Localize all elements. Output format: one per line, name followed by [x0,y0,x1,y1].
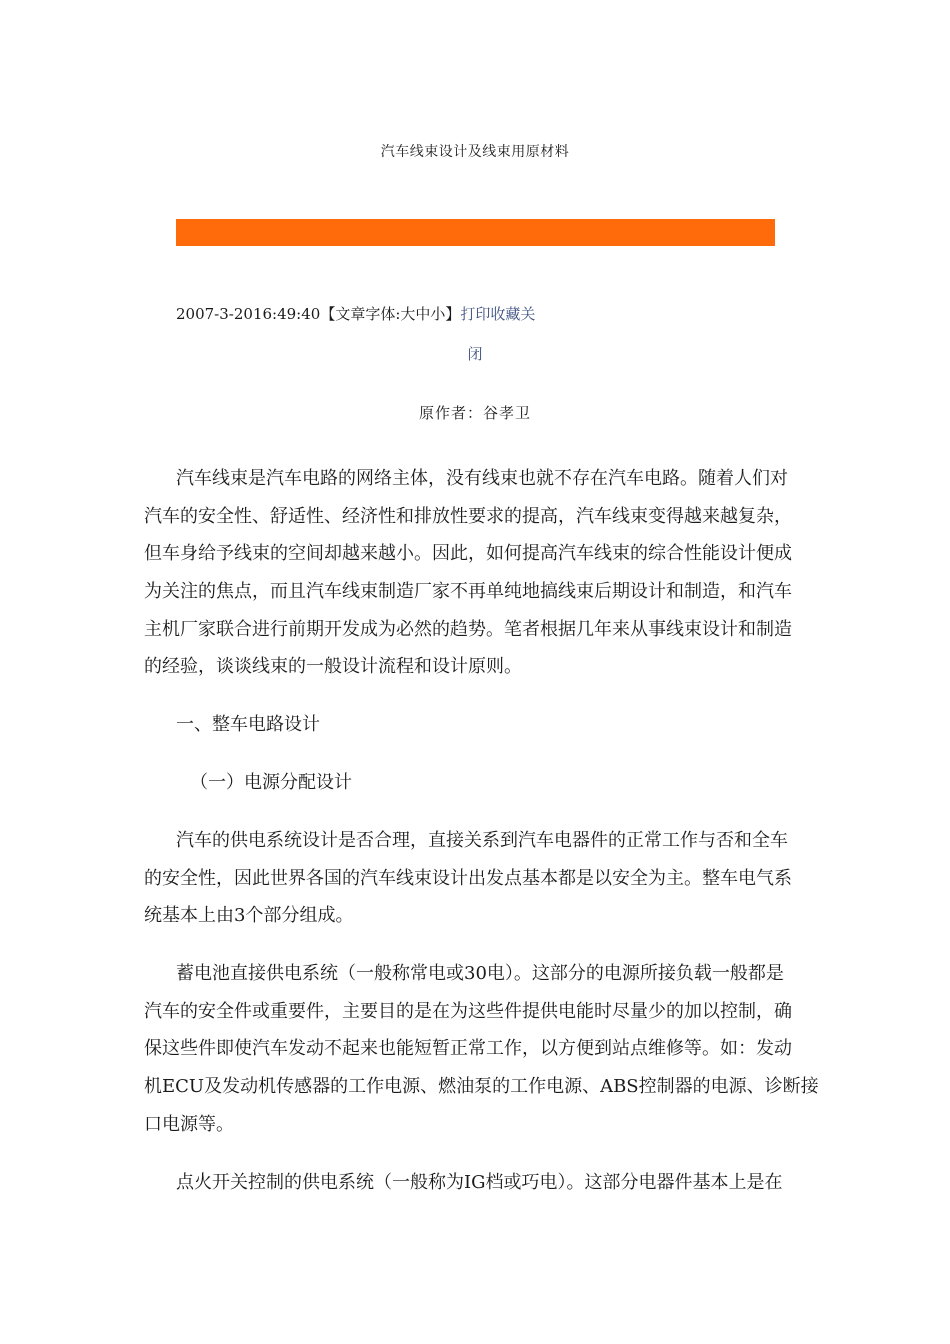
print-collect-close-links[interactable]: 打印收藏关 [460,305,536,323]
body-line: 汽车线束是汽车电路的网络主体，没有线束也就不存在汽车电路。随着人们对 [176,468,788,489]
body-line: 但车身给予线束的空间却越来越小。因此，如何提高汽车线束的综合性能设计便成 [144,543,792,564]
publish-date: 2007-3-2016:49:40 [176,305,321,323]
body-line: 汽车的供电系统设计是否合理，直接关系到汽车电器件的正常工作与否和全车 [176,830,788,851]
body-line: 蓄电池直接供电系统（一般称常电或30电）。这部分的电源所接负载一般都是 [176,963,784,984]
author-line: 原作者：谷孝卫 [418,404,531,422]
body-line: 统基本上由3个部分组成。 [144,905,354,926]
document-title: 汽车线束设计及线束用原材料 [380,144,570,160]
body-line: 汽车的安全性、舒适性、经济性和排放性要求的提高，汽车线束变得越来越复杂， [144,506,792,527]
font-size-selector[interactable]: 【文章字体:大中小】 [320,305,461,323]
body-line: 的经验，谈谈线束的一般设计流程和设计原则。 [144,656,522,677]
body-line: 主机厂家联合进行前期开发成为必然的趋势。笔者根据几年来从事线束设计和制造 [144,619,792,640]
section-heading: 一、整车电路设计 [176,714,320,735]
body-line: 的安全性，因此世界各国的汽车线束设计出发点基本都是以安全为主。整车电气系 [144,868,792,889]
article-meta [176,304,535,324]
body-line: 保这些件即使汽车发动不起来也能短暂正常工作，以方便到站点维修等。如：发动 [144,1038,792,1059]
body-line: 机ECU及发动机传感器的工作电源、燃油泵的工作电源、ABS控制器的电源、诊断接 [144,1076,819,1097]
subsection-heading: （一）电源分配设计 [190,772,352,793]
body-line: 汽车的安全件或重要件，主要目的是在为这些件提供电能时尽量少的加以控制，确 [144,1001,792,1022]
body-line: 口电源等。 [144,1114,234,1135]
body-line: 为关注的焦点，而且汽车线束制造厂家不再单纯地搞线束后期设计和制造，和汽车 [144,581,792,602]
body-line: 点火开关控制的供电系统（一般称为IG档或巧电）。这部分电器件基本上是在 [176,1172,783,1193]
close-link-wrap[interactable]: 闭 [467,345,483,363]
header-banner [176,219,775,246]
